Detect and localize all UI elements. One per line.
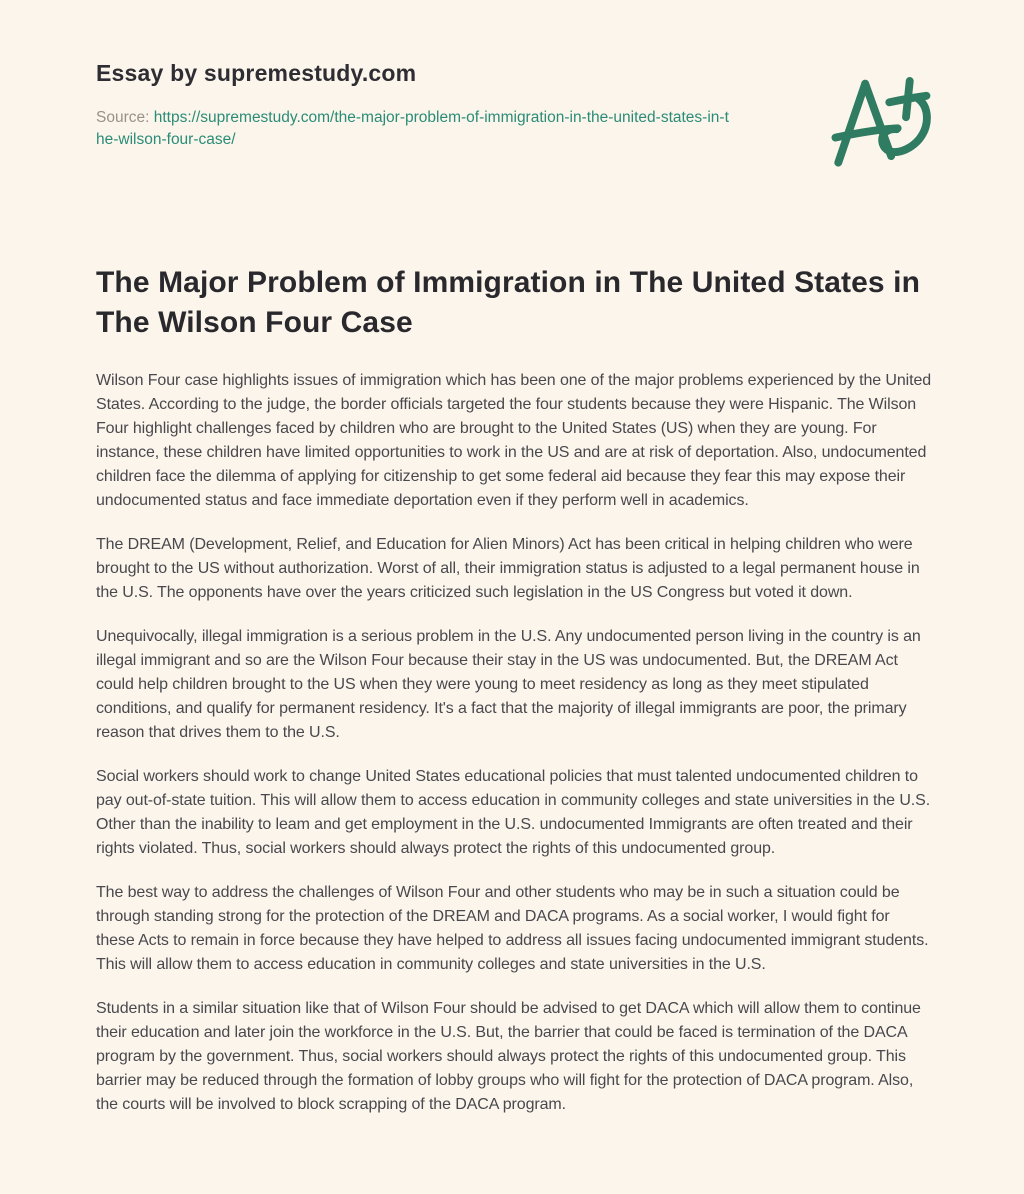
essay-body <box>96 369 932 1117</box>
essay-paragraph-6: Students in a similar situation like that of Wilson Four should be advised to get DACA which will allow them to continue their education and later join the workforce in the U.S. But, the barrier that could be faced is termination of the DACA program by the government. Thus, social workers should always protect the rights of this undocumented group. This barrier may be reduced through the formation of lobby groups who will fight for the protection of DACA program. Also, the courts will be involved to block scrapping of the DACA program. <box>96 1000 921 1113</box>
aplus-logo-icon <box>816 68 932 175</box>
byline: Essay by supremestudy.com <box>96 60 417 86</box>
page-header <box>96 60 932 175</box>
essay-content <box>96 263 932 1117</box>
essay-paragraph-3: Unequivocally, illegal immigration is a serious problem in the U.S. Any undocumented person living in the country is an illegal immigrant and so are the Wilson Four because their stay in the US was undocumented. But, the DREAM Act could help children brought to the US when they were young to meet residency as long as they meet stipulated conditions, and qualify for permanent residency. It's a fact that the majority of illegal immigrants are poor, the primary reason that drives them to the U.S. <box>96 628 921 741</box>
essay-paragraph-5: The best way to address the challenges of Wilson Four and other students who may be in such a situation could be through standing strong for the protection of the DREAM and DACA programs. As a social worker, I would fight for these Acts to remain in force because they have helped to address all issues facing undocumented immigrant students. This will allow them to access education in community colleges and state universities in the U.S. <box>96 884 929 973</box>
source-line <box>96 107 736 151</box>
source-label: Source: <box>96 109 150 126</box>
essay-paragraph-2: The DREAM (Development, Relief, and Education for Alien Minors) Act has been critical in helping children who were brought to the US without authorization. Worst of all, their immigration status is adjusted to a legal permanent house in the U.S. The opponents have over the years criticized such legislation in the US Congress but voted it down. <box>96 536 920 601</box>
essay-paragraph-1: Wilson Four case highlights issues of immigration which has been one of the major problems experienced by the United States. According to the judge, the border officials targeted the four students because they were Hispanic. The Wilson Four highlight challenges faced by children who are brought to the United States (US) when they are young. For instance, these children have limited opportunities to work in the US and are at risk of deportation. Also, undocumented children face the dilemma of applying for citizenship to get some federal aid because they fear this may expose their undocumented status and face immediate deportation even if they perform well in academics. <box>96 372 932 509</box>
header-text-block <box>96 60 736 151</box>
source-url-link[interactable]: https://supremestudy.com/the-major-problem-of-immigration-in-the-united-states-in-the-wilson-four-case/ <box>96 109 729 148</box>
essay-paragraph-4: Social workers should work to change United States educational policies that must talented undocumented children to pay out-of-state tuition. This will allow them to access education in community colleges and state universities in the U.S. Other than the inability to leam and get employment in the U.S. undocumented Immigrants are often treated and their rights violated. Thus, social workers should always protect the rights of this undocumented group. <box>96 768 931 857</box>
essay-title: The Major Problem of Immigration in The United States in The Wilson Four Case <box>96 266 921 339</box>
